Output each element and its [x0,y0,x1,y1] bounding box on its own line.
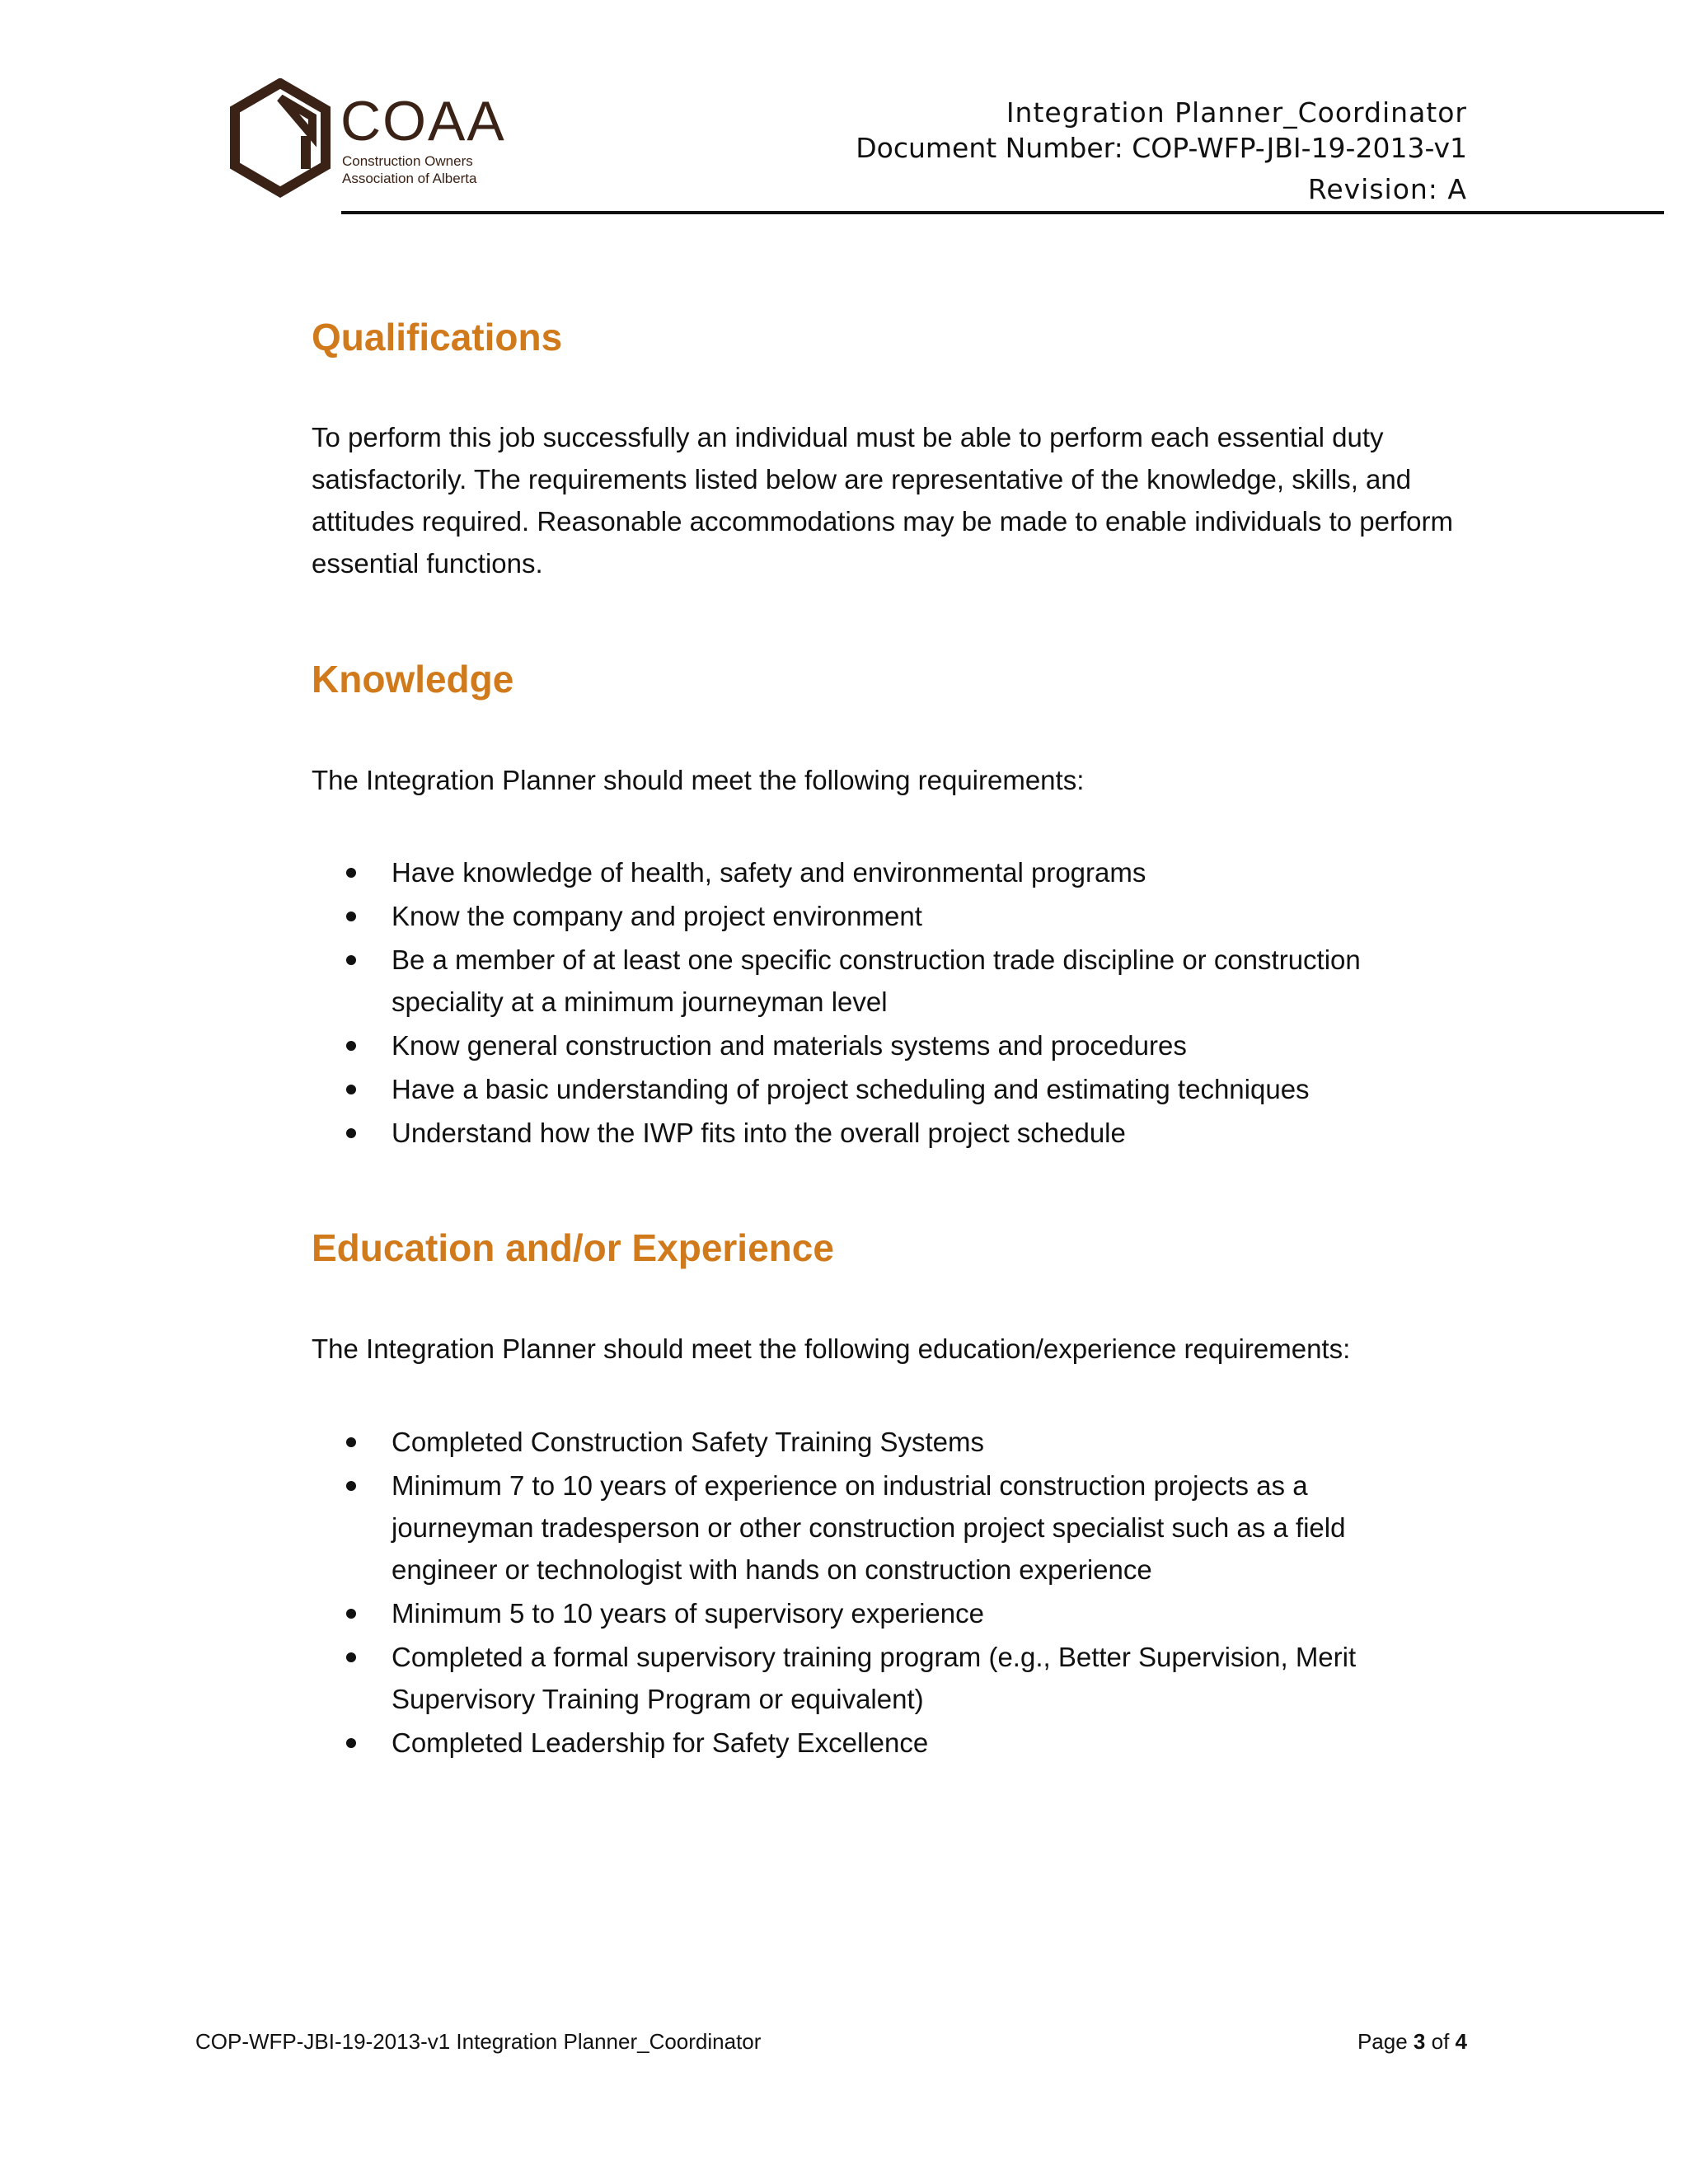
footer-document-id: COP-WFP-JBI-19-2013-v1 Integration Planner_Coordinator [195,2029,762,2054]
knowledge-intro: The Integration Planner should meet the following requirements: [312,765,1085,795]
bullet-icon [346,1437,356,1447]
bullet-icon [346,1085,356,1094]
coaa-logo [227,78,507,202]
header-divider [341,211,1664,214]
logo-subtitle-line1: Construction Owners [342,153,473,169]
list-item: Know the company and project environment [312,895,1482,937]
list-item: Minimum 7 to 10 years of experience on industrial construction projects as a journeyman tradesperson or other construction project specialist such as a field engineer or technologist with hands on construction experience [312,1465,1449,1591]
document-number: Document Number: COP-WFP-JBI-19-2013-v1 [856,132,1467,164]
bullet-icon [346,1481,356,1491]
list-item: Completed Leadership for Safety Excellence [312,1722,1449,1764]
list-item: Have knowledge of health, safety and environmental programs [312,851,1482,893]
bullet-icon [346,1041,356,1051]
list-item: Be a member of at least one specific construction trade discipline or construction speciality at a minimum journeyman level [312,939,1482,1023]
list-item: Completed Construction Safety Training Systems [312,1421,1449,1463]
education-intro: The Integration Planner should meet the following education/experience requirements: [312,1333,1351,1364]
document-revision: Revision: A [1307,173,1467,205]
list-item: Minimum 5 to 10 years of supervisory experience [312,1592,1449,1634]
bullet-icon [346,1609,356,1619]
logo-subtitle-line2: Association of Alberta [342,171,477,186]
bullet-icon [346,1652,356,1662]
qualifications-paragraph: To perform this job successfully an individual must be able to perform each essential duty satisfactorily. The requirements listed below are representative of the knowledge, skills, and attitudes required. Reasonable accommodations may be made to enable individuals to perform essential functions. [312,422,1453,579]
bullet-icon [346,868,356,878]
bullet-icon [346,912,356,921]
list-item: Understand how the IWP fits into the overall project schedule [312,1112,1482,1154]
footer-page-number: Page 3 of 4 [1357,2029,1467,2054]
hexagon-logo-icon [227,78,334,198]
education-list [312,1421,1449,1765]
list-item: Completed a formal supervisory training program (e.g., Better Supervision, Merit Supervisory Training Program or equivalent) [312,1636,1449,1720]
list-item: Know general construction and materials systems and procedures [312,1024,1482,1066]
document-title: Integration Planner_Coordinator [1006,96,1467,129]
bullet-icon [346,1128,356,1138]
logo-wordmark: COAA [340,90,506,152]
knowledge-list [312,851,1482,1155]
list-item: Have a basic understanding of project scheduling and estimating techniques [312,1068,1482,1110]
knowledge-heading: Knowledge [312,658,514,701]
bullet-icon [346,1738,356,1748]
bullet-icon [346,955,356,965]
qualifications-heading: Qualifications [312,316,563,359]
education-heading: Education and/or Experience [312,1226,834,1269]
